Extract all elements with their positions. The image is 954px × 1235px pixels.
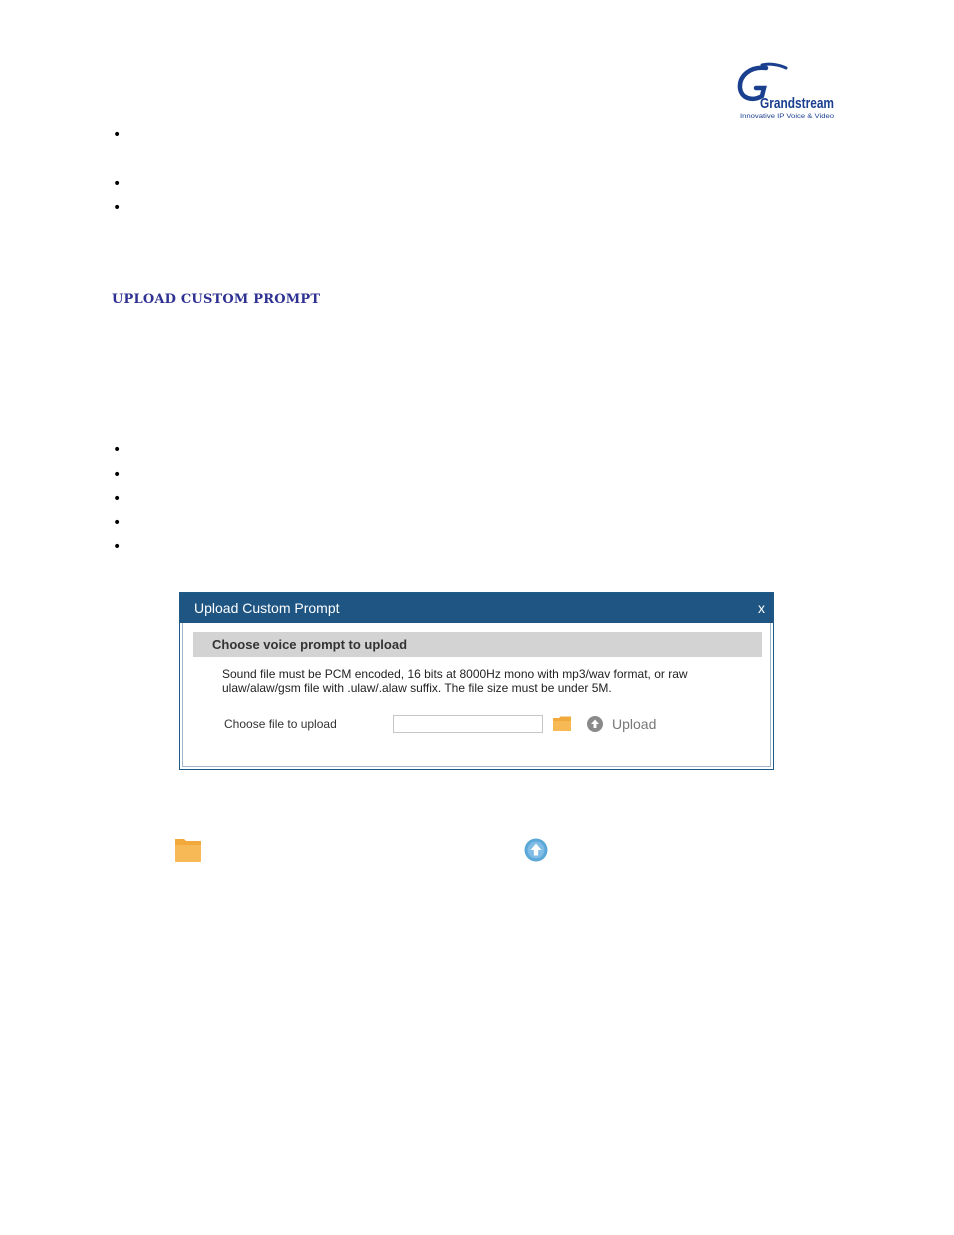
folder-icon (175, 838, 201, 862)
close-button[interactable]: x (758, 600, 765, 616)
upload-button[interactable] (587, 715, 656, 733)
logo-tagline: Innovative IP Voice & Video (740, 113, 835, 120)
upload-arrow-icon (587, 716, 603, 732)
note-line-2: ulaw/alaw/gsm file with .ulaw/.alaw suffix. The file size must be under 5M. (222, 681, 612, 695)
grandstream-logo (736, 62, 836, 120)
upload-arrow-icon (524, 838, 548, 862)
choose-file-label: Choose file to upload (224, 717, 337, 731)
bullet-point: • (113, 200, 122, 216)
bullet-point: • (113, 442, 122, 458)
bullet-point: • (113, 127, 122, 143)
bullet-point: • (113, 515, 122, 531)
bullet-point: • (113, 176, 122, 192)
dialog-header (180, 593, 773, 623)
upload-button-label: Upload (612, 716, 657, 732)
dialog-section-label: Choose voice prompt to upload (212, 637, 408, 652)
bullet-point: • (113, 491, 122, 507)
logo-brand-text: Grandstream (760, 95, 834, 112)
dialog-title: Upload Custom Prompt (194, 600, 340, 616)
note-line-1: Sound file must be PCM encoded, 16 bits at 8000Hz mono with mp3/wav format, or raw (222, 667, 688, 681)
file-requirements-note (222, 667, 722, 695)
file-path-input[interactable] (393, 715, 543, 733)
upload-custom-prompt-dialog (179, 592, 774, 770)
bullet-point: • (113, 539, 122, 555)
folder-icon[interactable] (553, 716, 571, 731)
bullet-point: • (113, 467, 122, 483)
section-heading: UPLOAD CUSTOM PROMPT (112, 292, 321, 307)
dialog-section-bar (193, 632, 762, 657)
